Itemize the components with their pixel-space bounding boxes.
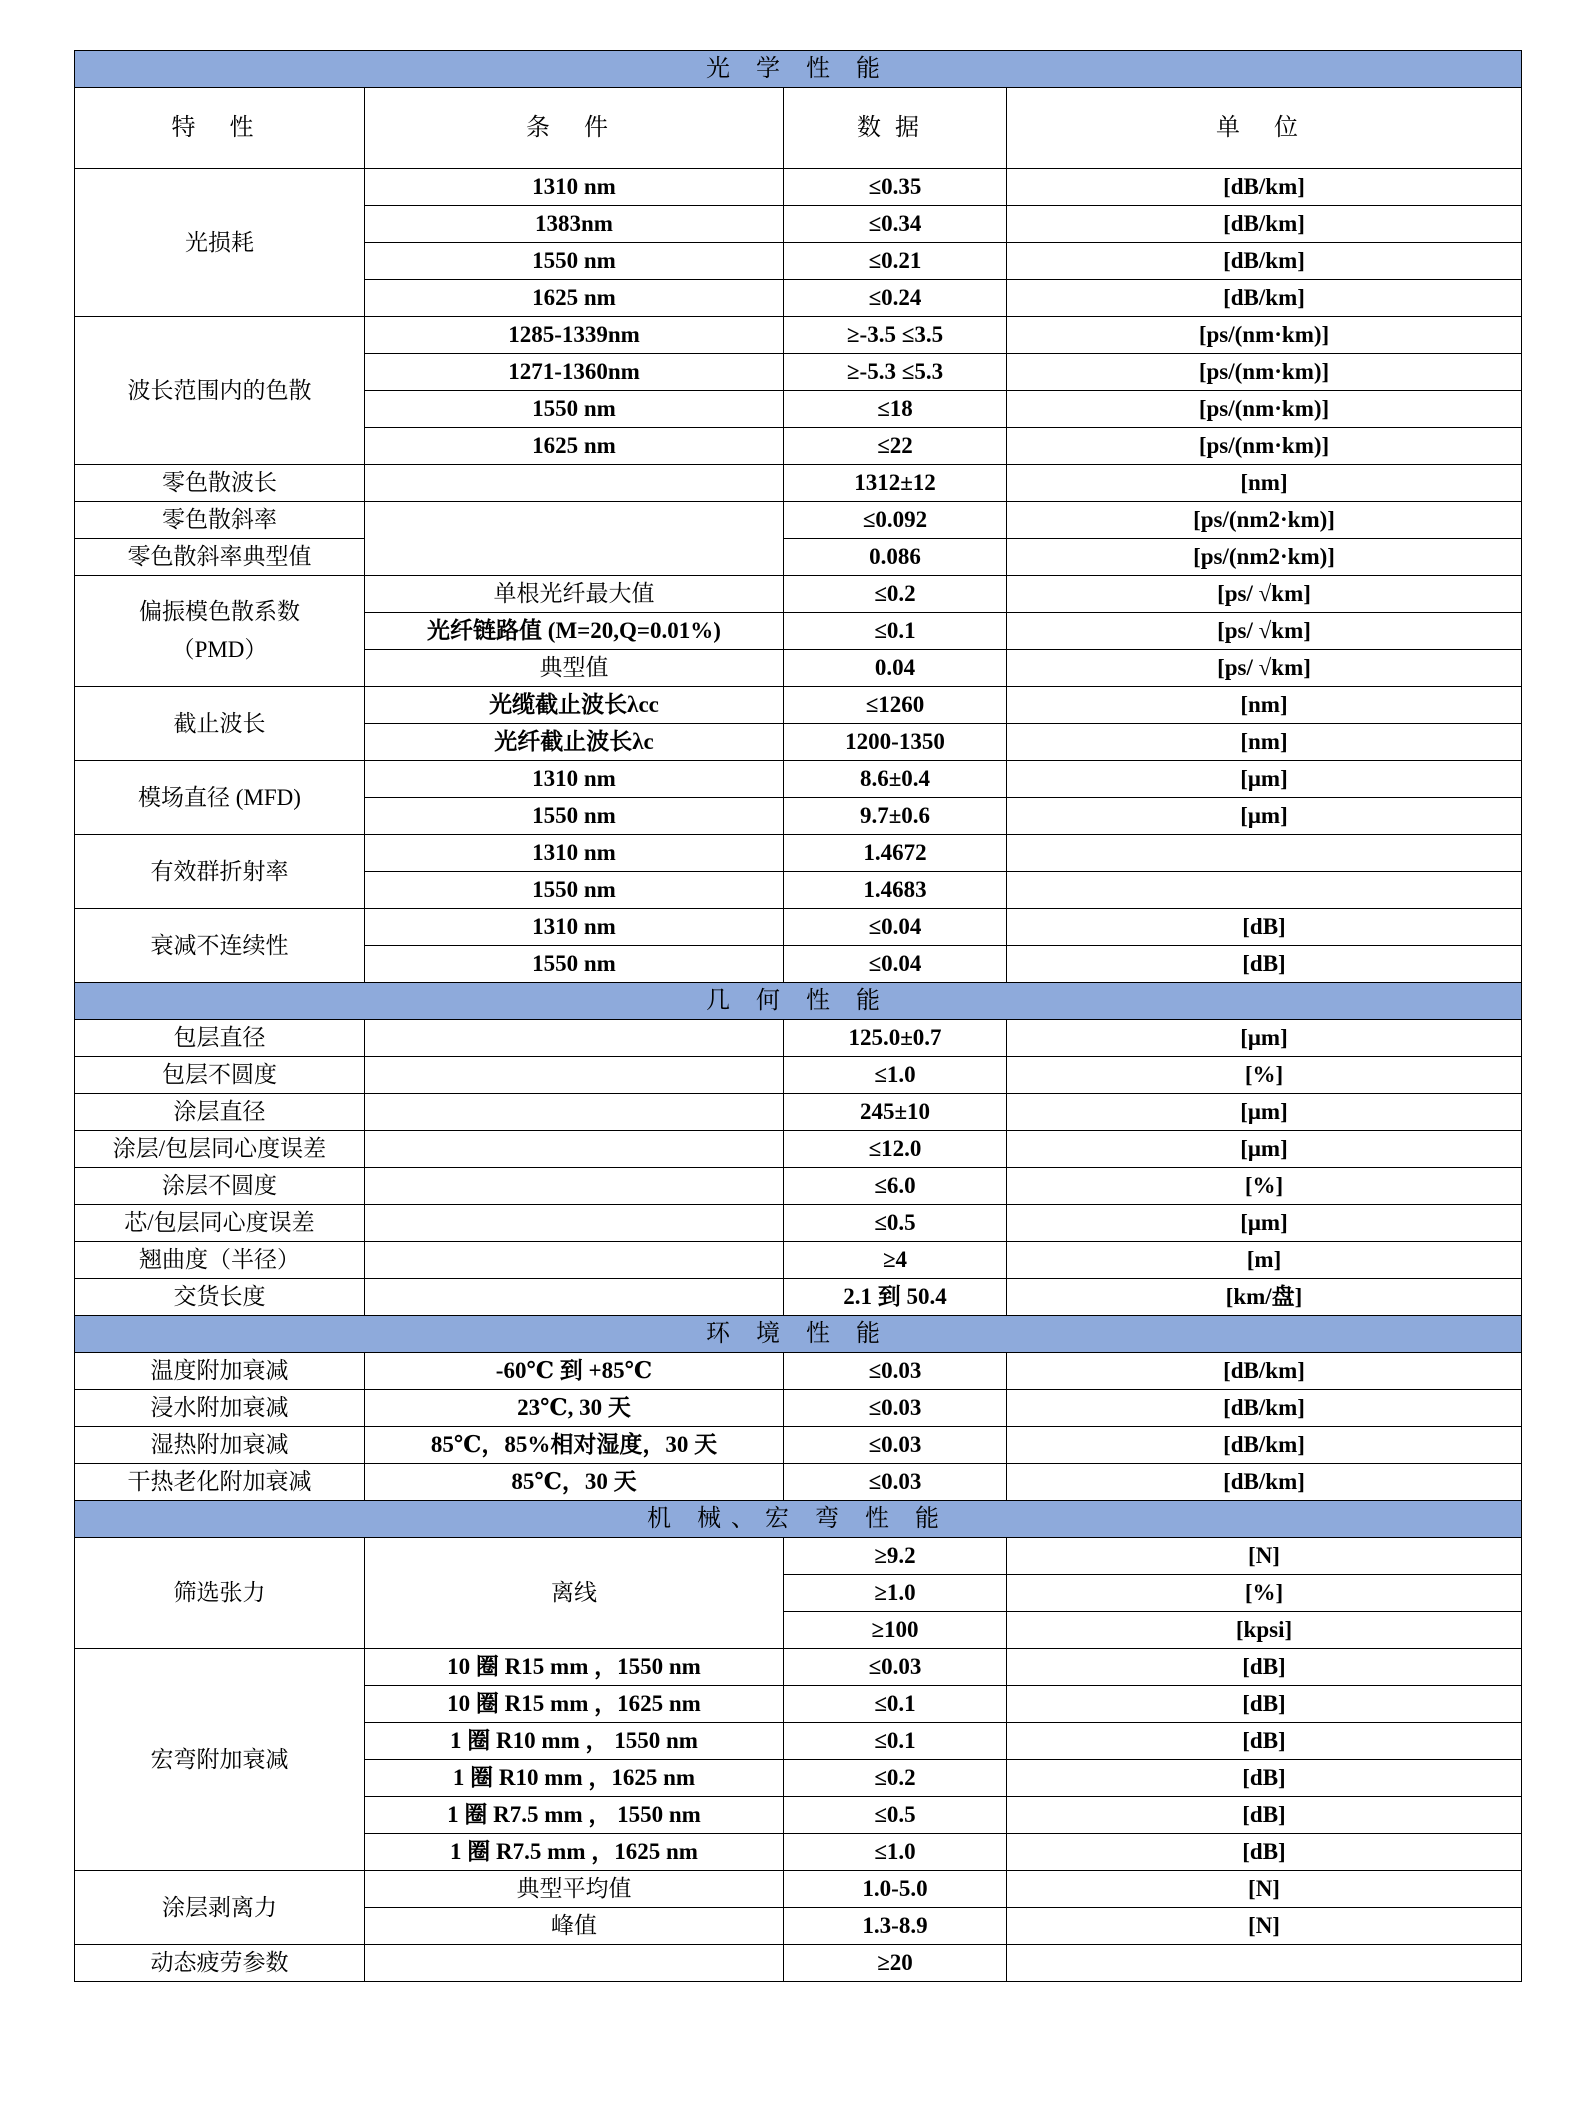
table-row <box>75 1094 1522 1131</box>
pmd-label-line1: 偏振模色散系数 <box>139 599 300 624</box>
unit-cell <box>1007 835 1522 872</box>
value-cell: ≤0.03 <box>784 1464 1007 1501</box>
unit-cell <box>1007 1945 1522 1982</box>
unit-cell: [%] <box>1007 1168 1522 1205</box>
value-cell: ≤18 <box>784 391 1007 428</box>
value-cell: ≤0.03 <box>784 1649 1007 1686</box>
unit-cell <box>1007 872 1522 909</box>
value-cell: ≤0.04 <box>784 946 1007 983</box>
unit-cell: [dB/km] <box>1007 1427 1522 1464</box>
property-label: 光损耗 <box>75 169 365 317</box>
unit-cell: [ps/(nm2·km)] <box>1007 539 1522 576</box>
unit-cell: [N] <box>1007 1908 1522 1945</box>
condition-cell-empty <box>365 1020 784 1057</box>
property-label: 零色散斜率 <box>75 502 365 539</box>
value-cell: ≤12.0 <box>784 1131 1007 1168</box>
section-header-environmental <box>75 1316 1522 1353</box>
value-cell: ≥-3.5 ≤3.5 <box>784 317 1007 354</box>
unit-cell: [dB/km] <box>1007 1353 1522 1390</box>
condition-cell: 离线 <box>365 1538 784 1649</box>
condition-cell-empty <box>365 502 784 576</box>
property-label: 湿热附加衰减 <box>75 1427 365 1464</box>
value-cell: ≥1.0 <box>784 1575 1007 1612</box>
value-cell: ≤6.0 <box>784 1168 1007 1205</box>
condition-cell: 峰值 <box>365 1908 784 1945</box>
unit-cell: [ps/ √km] <box>1007 576 1522 613</box>
unit-cell: [dB] <box>1007 1723 1522 1760</box>
condition-cell: 光缆截止波长λcc <box>365 687 784 724</box>
unit-cell: [ps/(nm·km)] <box>1007 354 1522 391</box>
unit-cell: [nm] <box>1007 687 1522 724</box>
value-cell: 1.4683 <box>784 872 1007 909</box>
section-header-geometric <box>75 983 1522 1020</box>
value-cell: ≤0.04 <box>784 909 1007 946</box>
unit-cell: [μm] <box>1007 1205 1522 1242</box>
value-cell: ≤0.21 <box>784 243 1007 280</box>
unit-cell: [ps/(nm·km)] <box>1007 317 1522 354</box>
property-label: 干热老化附加衰减 <box>75 1464 365 1501</box>
value-cell: 245±10 <box>784 1094 1007 1131</box>
unit-cell: [ps/(nm·km)] <box>1007 391 1522 428</box>
table-row <box>75 1353 1522 1390</box>
table-row <box>75 835 1522 872</box>
unit-cell: [dB] <box>1007 909 1522 946</box>
condition-cell: 1550 nm <box>365 872 784 909</box>
property-label: 涂层/包层同心度误差 <box>75 1131 365 1168</box>
property-label: 涂层不圆度 <box>75 1168 365 1205</box>
value-cell: ≤0.2 <box>784 1760 1007 1797</box>
table-row <box>75 539 1522 576</box>
unit-cell: [μm] <box>1007 1020 1522 1057</box>
condition-cell: 1625 nm <box>365 428 784 465</box>
condition-cell: 典型值 <box>365 650 784 687</box>
unit-cell: [nm] <box>1007 724 1522 761</box>
value-cell: ≤0.5 <box>784 1205 1007 1242</box>
value-cell: ≤0.1 <box>784 613 1007 650</box>
property-label: 零色散波长 <box>75 465 365 502</box>
table-row <box>75 1427 1522 1464</box>
property-label: 涂层剥离力 <box>75 1871 365 1945</box>
property-label: 截止波长 <box>75 687 365 761</box>
condition-cell: 光纤链路值 (M=20,Q=0.01%) <box>365 613 784 650</box>
property-label <box>75 576 365 687</box>
value-cell: ≥9.2 <box>784 1538 1007 1575</box>
table-row <box>75 1057 1522 1094</box>
condition-cell: 1550 nm <box>365 798 784 835</box>
property-label: 宏弯附加衰减 <box>75 1649 365 1871</box>
unit-cell: [dB/km] <box>1007 280 1522 317</box>
condition-cell: 1550 nm <box>365 391 784 428</box>
condition-cell: 1310 nm <box>365 909 784 946</box>
property-label: 包层直径 <box>75 1020 365 1057</box>
value-cell: ≥100 <box>784 1612 1007 1649</box>
value-cell: 9.7±0.6 <box>784 798 1007 835</box>
unit-cell: [μm] <box>1007 798 1522 835</box>
property-label: 衰减不连续性 <box>75 909 365 983</box>
table-row <box>75 1945 1522 1982</box>
condition-cell: 1 圈 R7.5 mm ， 1550 nm <box>365 1797 784 1834</box>
condition-cell: 1271-1360nm <box>365 354 784 391</box>
value-cell: ≤0.24 <box>784 280 1007 317</box>
table-row <box>75 1538 1522 1575</box>
table-row <box>75 1649 1522 1686</box>
table-row <box>75 1464 1522 1501</box>
property-label: 零色散斜率典型值 <box>75 539 365 576</box>
table-row <box>75 317 1522 354</box>
condition-cell-empty <box>365 1131 784 1168</box>
pmd-label-line2: （PMD） <box>171 637 268 662</box>
condition-cell-empty <box>365 1168 784 1205</box>
unit-cell: [dB/km] <box>1007 243 1522 280</box>
condition-cell: 1 圈 R7.5 mm ，1625 nm <box>365 1834 784 1871</box>
unit-cell: [%] <box>1007 1575 1522 1612</box>
unit-cell: [dB] <box>1007 1760 1522 1797</box>
value-cell: ≥20 <box>784 1945 1007 1982</box>
value-cell: 125.0±0.7 <box>784 1020 1007 1057</box>
fiber-spec-table <box>74 50 1522 1982</box>
condition-cell-empty <box>365 1945 784 1982</box>
section-header-optical <box>75 51 1522 88</box>
value-cell: ≤0.35 <box>784 169 1007 206</box>
value-cell: ≤1.0 <box>784 1057 1007 1094</box>
condition-cell: 10 圈 R15 mm ，1550 nm <box>365 1649 784 1686</box>
unit-cell: [dB] <box>1007 1797 1522 1834</box>
condition-cell: 1 圈 R10 mm ， 1550 nm <box>365 1723 784 1760</box>
condition-cell: 1550 nm <box>365 243 784 280</box>
column-header-condition: 条 件 <box>365 88 784 169</box>
unit-cell: [ps/ √km] <box>1007 650 1522 687</box>
unit-cell: [μm] <box>1007 761 1522 798</box>
value-cell: 1.0-5.0 <box>784 1871 1007 1908</box>
property-label: 温度附加衰减 <box>75 1353 365 1390</box>
unit-cell: [ps/(nm·km)] <box>1007 428 1522 465</box>
value-cell: 1.4672 <box>784 835 1007 872</box>
property-label: 涂层直径 <box>75 1094 365 1131</box>
unit-cell: [kpsi] <box>1007 1612 1522 1649</box>
section-title: 机 械、宏 弯 性 能 <box>75 1501 1522 1538</box>
table-row <box>75 576 1522 613</box>
value-cell: ≤0.2 <box>784 576 1007 613</box>
value-cell: 1.3-8.9 <box>784 1908 1007 1945</box>
unit-cell: [dB] <box>1007 1834 1522 1871</box>
table-row <box>75 1390 1522 1427</box>
unit-cell: [dB/km] <box>1007 1464 1522 1501</box>
condition-cell: 10 圈 R15 mm ，1625 nm <box>365 1686 784 1723</box>
condition-cell-empty <box>365 1094 784 1131</box>
unit-cell: [μm] <box>1007 1094 1522 1131</box>
condition-cell: 1550 nm <box>365 946 784 983</box>
condition-cell-empty <box>365 1242 784 1279</box>
value-cell: 0.086 <box>784 539 1007 576</box>
value-cell: 1312±12 <box>784 465 1007 502</box>
condition-cell: 典型平均值 <box>365 1871 784 1908</box>
unit-cell: [km/盘] <box>1007 1279 1522 1316</box>
condition-cell: 85℃，85%相对湿度，30 天 <box>365 1427 784 1464</box>
column-header-row <box>75 88 1522 169</box>
property-label: 筛选张力 <box>75 1538 365 1649</box>
value-cell: ≤1.0 <box>784 1834 1007 1871</box>
condition-cell-empty <box>365 465 784 502</box>
value-cell: ≤0.5 <box>784 1797 1007 1834</box>
property-label: 波长范围内的色散 <box>75 317 365 465</box>
condition-cell: 光纤截止波长λc <box>365 724 784 761</box>
table-row <box>75 465 1522 502</box>
condition-cell: 85℃，30 天 <box>365 1464 784 1501</box>
unit-cell: [N] <box>1007 1538 1522 1575</box>
condition-cell: 单根光纤最大值 <box>365 576 784 613</box>
table-row <box>75 1168 1522 1205</box>
value-cell: ≤22 <box>784 428 1007 465</box>
unit-cell: [dB/km] <box>1007 206 1522 243</box>
condition-cell-empty <box>365 1279 784 1316</box>
property-label: 模场直径 (MFD) <box>75 761 365 835</box>
unit-cell: [dB/km] <box>1007 169 1522 206</box>
property-label: 浸水附加衰减 <box>75 1390 365 1427</box>
condition-cell: -60℃ 到 +85℃ <box>365 1353 784 1390</box>
unit-cell: [ps/(nm2·km)] <box>1007 502 1522 539</box>
unit-cell: [dB] <box>1007 1649 1522 1686</box>
unit-cell: [dB] <box>1007 1686 1522 1723</box>
property-label: 动态疲劳参数 <box>75 1945 365 1982</box>
value-cell: ≤1260 <box>784 687 1007 724</box>
value-cell: ≥4 <box>784 1242 1007 1279</box>
value-cell: ≤0.03 <box>784 1390 1007 1427</box>
value-cell: ≥-5.3 ≤5.3 <box>784 354 1007 391</box>
property-label: 有效群折射率 <box>75 835 365 909</box>
unit-cell: [dB/km] <box>1007 1390 1522 1427</box>
unit-cell: [dB] <box>1007 946 1522 983</box>
value-cell: 1200-1350 <box>784 724 1007 761</box>
unit-cell: [ps/ √km] <box>1007 613 1522 650</box>
column-header-value: 数据 <box>784 88 1007 169</box>
unit-cell: [m] <box>1007 1242 1522 1279</box>
value-cell: 8.6±0.4 <box>784 761 1007 798</box>
condition-cell: 1310 nm <box>365 761 784 798</box>
table-row <box>75 909 1522 946</box>
property-label: 芯/包层同心度误差 <box>75 1205 365 1242</box>
table-row <box>75 1131 1522 1168</box>
section-title: 环 境 性 能 <box>75 1316 1522 1353</box>
table-row <box>75 1020 1522 1057</box>
table-row <box>75 1871 1522 1908</box>
table-row <box>75 761 1522 798</box>
value-cell: ≤0.1 <box>784 1723 1007 1760</box>
column-header-unit: 单 位 <box>1007 88 1522 169</box>
value-cell: ≤0.03 <box>784 1427 1007 1464</box>
property-label: 包层不圆度 <box>75 1057 365 1094</box>
value-cell: 2.1 到 50.4 <box>784 1279 1007 1316</box>
condition-cell: 1625 nm <box>365 280 784 317</box>
value-cell: ≤0.092 <box>784 502 1007 539</box>
value-cell: ≤0.03 <box>784 1353 1007 1390</box>
column-header-property: 特 性 <box>75 88 365 169</box>
table-row <box>75 687 1522 724</box>
condition-cell: 1310 nm <box>365 169 784 206</box>
value-cell: 0.04 <box>784 650 1007 687</box>
property-label: 翘曲度（半径） <box>75 1242 365 1279</box>
table-row <box>75 1279 1522 1316</box>
table-row <box>75 169 1522 206</box>
unit-cell: [μm] <box>1007 1131 1522 1168</box>
section-header-mechanical <box>75 1501 1522 1538</box>
condition-cell: 1383nm <box>365 206 784 243</box>
condition-cell: 1310 nm <box>365 835 784 872</box>
condition-cell: 23℃, 30 天 <box>365 1390 784 1427</box>
section-title: 光 学 性 能 <box>75 51 1522 88</box>
condition-cell-empty <box>365 1057 784 1094</box>
table-row <box>75 1242 1522 1279</box>
section-title: 几 何 性 能 <box>75 983 1522 1020</box>
property-label: 交货长度 <box>75 1279 365 1316</box>
value-cell: ≤0.34 <box>784 206 1007 243</box>
value-cell: ≤0.1 <box>784 1686 1007 1723</box>
unit-cell: [nm] <box>1007 465 1522 502</box>
table-row <box>75 502 1522 539</box>
condition-cell: 1 圈 R10 mm ，1625 nm <box>365 1760 784 1797</box>
condition-cell-empty <box>365 1205 784 1242</box>
table-row <box>75 1205 1522 1242</box>
unit-cell: [N] <box>1007 1871 1522 1908</box>
condition-cell: 1285-1339nm <box>365 317 784 354</box>
unit-cell: [%] <box>1007 1057 1522 1094</box>
